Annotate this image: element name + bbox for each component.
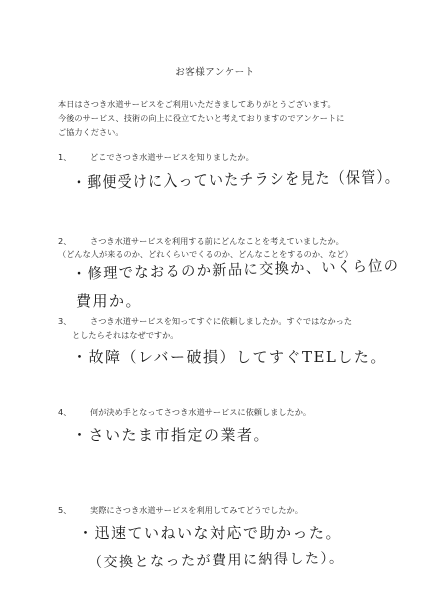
question-text: 何が決め手となってさつき水道サービスに依頼しましたか。 xyxy=(90,407,312,417)
answer-line: ・迅速ていねいな対応で助かった。 xyxy=(78,524,343,542)
question-text: さつき水道サービスを知ってすぐに依頼しましたか。すぐではなかった xyxy=(90,316,353,326)
answer-line: ・さいたま市指定の業者。 xyxy=(72,426,271,444)
answer-line: 費用か。 xyxy=(76,292,143,310)
question-text: （どんな人が来るのか、どれくらいでくるのか、どんなことをするのか、など） xyxy=(58,249,353,259)
intro-line: ご協力ください。 xyxy=(58,127,124,137)
intro-line: 今後のサービス、技術の向上に役立てたいと考えておりますのでアンケートに xyxy=(58,113,345,123)
question-number: 3、 xyxy=(58,316,72,326)
question-text: どこでさつき水道サービスを知りましたか。 xyxy=(90,152,254,162)
answer-5 xyxy=(78,522,342,543)
question-text: としたらそれはなぜですか。 xyxy=(72,330,179,340)
answer-1 xyxy=(72,164,400,193)
answer-4 xyxy=(72,424,270,445)
answer-line: （交換となったが費用に納得した）。 xyxy=(87,550,345,571)
answer-2-line-2 xyxy=(76,290,142,311)
answer-line: ・修理でなおるのか新品に交換か、いくら位の xyxy=(71,256,400,283)
answer-3 xyxy=(72,346,387,367)
page-title: お客様アンケート xyxy=(175,67,255,78)
question-number: 5、 xyxy=(58,505,72,515)
intro-line: 本日はさつき水道サービスをご利用いただきましてありがとうございます。 xyxy=(58,99,336,109)
answer-5-line-2 xyxy=(88,548,345,572)
question-number: 2、 xyxy=(58,236,72,246)
question-text: さつき水道サービスを利用する前にどんなことを考えていましたか。 xyxy=(90,236,344,246)
answer-line: ・故障（レバー破損）してすぐTELした。 xyxy=(72,348,387,366)
question-number: 1、 xyxy=(58,152,72,162)
intro-text xyxy=(58,97,398,139)
question-number: 4、 xyxy=(58,407,72,417)
answer-line: ・郵便受けに入っていたチラシを見た（保管）。 xyxy=(71,167,401,192)
question-text: 実際にさつき水道サービスを利用してみてどうでしたか。 xyxy=(90,505,303,515)
